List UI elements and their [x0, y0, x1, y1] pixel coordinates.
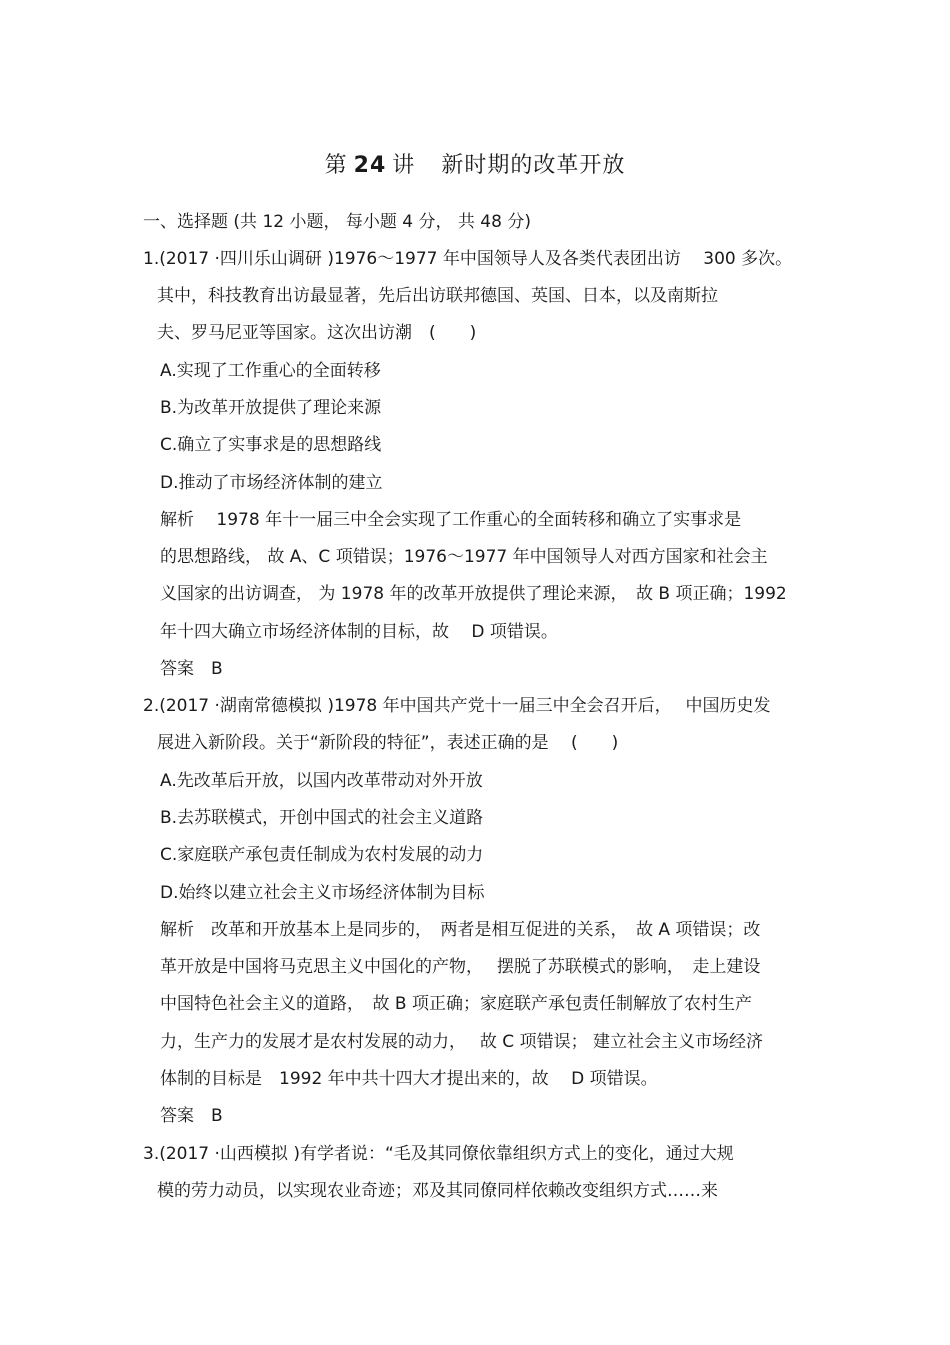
page-title	[0, 148, 950, 179]
option-b: B.去苏联模式，开创中国式的社会主义道路	[160, 808, 484, 828]
option-d: D.始终以建立社会主义市场经济体制为目标	[160, 883, 485, 903]
analysis-line: 中国特色社会主义的道路， 故 B 项正确；家庭联产承包责任制解放了农村生产	[160, 994, 752, 1014]
section-header: 一、选择题 (共 12 小题， 每小题 4 分， 共 48 分)	[143, 212, 531, 232]
analysis-line: 年十四大确立市场经济体制的目标，故 D 项错误。	[160, 622, 558, 642]
question-stem-line: 夫、罗马尼亚等国家。这次出访潮 ( )	[157, 323, 477, 343]
option-c: C.确立了实事求是的思想路线	[160, 435, 382, 455]
answer-line: 答案 B	[160, 1106, 223, 1126]
analysis-line: 力，生产力的发展才是农村发展的动力， 故 C 项错误； 建立社会主义市场经济	[160, 1032, 763, 1052]
analysis-line: 的思想路线， 故 A、C 项错误；1976～1977 年中国领导人对西方国家和社会主	[160, 547, 768, 567]
question-stem-line: 其中，科技教育出访最显著，先后出访联邦德国、英国、日本，以及南斯拉	[157, 286, 718, 306]
question-stem-line: 2.(2017 ·湖南常德模拟 )1978 年中国共产党十一届三中全会召开后， 中国历史发	[143, 696, 771, 716]
analysis-line: 革开放是中国将马克思主义中国化的产物， 摆脱了苏联模式的影响， 走上建设	[160, 957, 761, 977]
analysis-line: 体制的目标是 1992 年中共十四大才提出来的，故 D 项错误。	[160, 1069, 658, 1089]
analysis-line: 解析 改革和开放基本上是同步的， 两者是相互促进的关系， 故 A 项错误；改	[160, 920, 761, 940]
option-b: B.为改革开放提供了理论来源	[160, 398, 382, 418]
option-d: D.推动了市场经济体制的建立	[160, 473, 383, 493]
title-text: 新时期的改革开放	[441, 153, 626, 178]
answer-line: 答案 B	[160, 659, 223, 679]
question-stem-line: 1.(2017 ·四川乐山调研 )1976～1977 年中国领导人及各类代表团出访 300 多次。	[143, 249, 793, 269]
question-stem-line: 3.(2017 ·山西模拟 )有学者说：“毛及其同僚依靠组织方式上的变化，通过大规	[143, 1144, 734, 1164]
analysis-line: 解析 1978 年十一届三中全会实现了工作重心的全面转移和确立了实事求是	[160, 510, 742, 530]
option-c: C.家庭联产承包责任制成为农村发展的动力	[160, 845, 484, 865]
analysis-line: 义国家的出访调查， 为 1978 年的改革开放提供了理论来源， 故 B 项正确；1992	[160, 584, 787, 604]
option-a: A.实现了工作重心的全面转移	[160, 361, 381, 381]
option-a: A.先改革后开放，以国内改革带动对外开放	[160, 771, 483, 791]
question-stem-line: 展进入新阶段。关于“新阶段的特征”，表述正确的是 ( )	[157, 733, 619, 753]
title-prefix: 第	[324, 153, 348, 178]
question-stem-line: 模的劳力动员，以实现农业奇迹；邓及其同僚同样依赖改变组织方式……来	[157, 1181, 718, 1201]
title-suffix: 讲	[392, 153, 416, 178]
title-number: 24	[353, 153, 387, 178]
